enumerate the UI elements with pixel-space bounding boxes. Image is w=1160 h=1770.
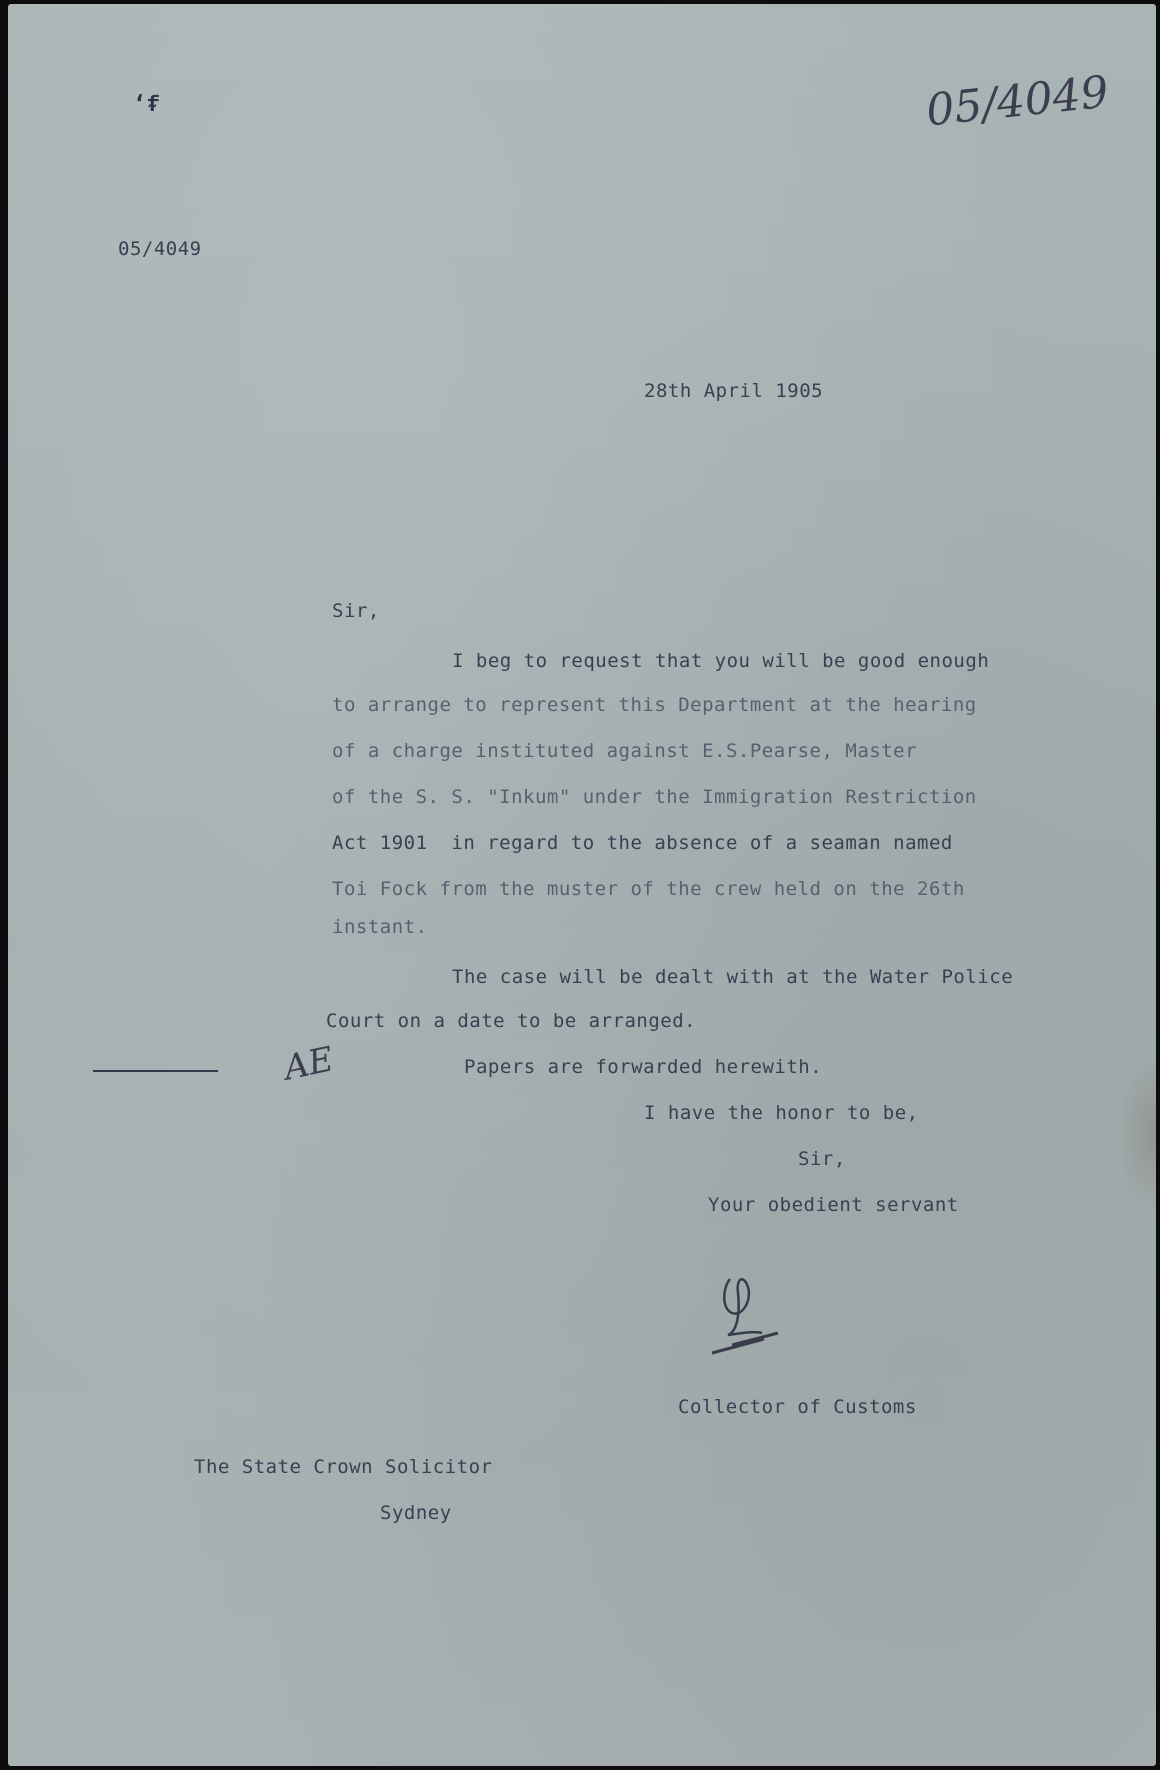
signature-mark <box>692 1249 792 1369</box>
body-line: The case will be dealt with at the Water Police <box>452 966 1014 988</box>
corner-mark: ‘ᵮ <box>133 92 161 117</box>
body-line: Toi Fock from the muster of the crew held on the 26th <box>332 878 965 900</box>
body-line: Act 1901 in regard to the absence of a seaman named <box>332 832 953 854</box>
handwritten-initials: AE <box>280 1039 337 1089</box>
closing-line: I have the honor to be, <box>644 1102 919 1124</box>
papers-forwarded-line: Papers are forwarded herewith. <box>464 1056 823 1078</box>
closing-line: Your obedient servant <box>708 1194 959 1216</box>
addressee-line: Sydney <box>380 1502 452 1524</box>
body-line: to arrange to represent this Department at the hearing <box>332 694 977 716</box>
reference-number: 05/4049 <box>118 238 202 260</box>
closing-line: Sir, <box>798 1148 846 1170</box>
body-line: Court on a date to be arranged. <box>326 1010 697 1032</box>
letter-date: 28th April 1905 <box>644 380 824 402</box>
signature-title: Collector of Customs <box>678 1396 917 1418</box>
letter-sheet <box>8 4 1156 1766</box>
body-line: I beg to request that you will be good enough <box>452 650 990 672</box>
body-line: instant. <box>332 916 428 938</box>
handwritten-file-number: 05/4049 <box>923 66 1111 137</box>
margin-rule <box>93 1070 218 1072</box>
salutation: Sir, <box>332 600 380 622</box>
addressee-line: The State Crown Solicitor <box>194 1456 493 1478</box>
body-line: of the S. S. "Inkum" under the Immigration Restriction <box>332 786 977 808</box>
body-line: of a charge instituted against E.S.Pearse, Master <box>332 740 918 762</box>
